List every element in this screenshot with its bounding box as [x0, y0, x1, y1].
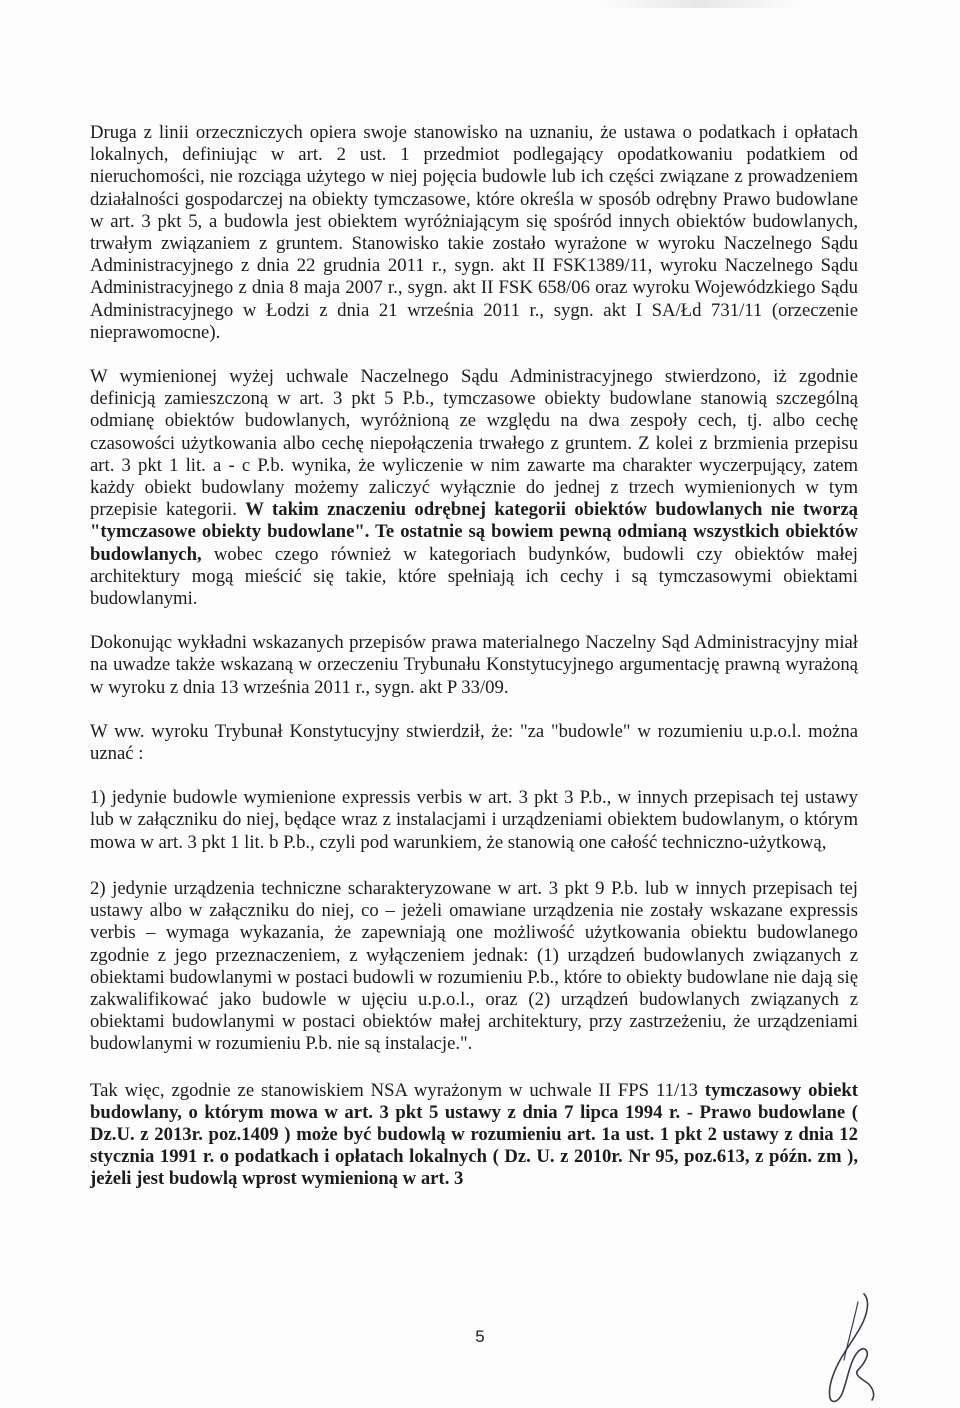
list-item-1: 1) jedynie budowle wymienione expressis verbis w art. 3 pkt 3 P.b., w innych przepisach tej ustawy lub w załączniku do niej, będące wraz z instalacjami i urządzeniami obiektem budowlanym, o którym mowa w art. 3 pkt 1 lit. b P.b., czyli pod warunkiem, że stanowią one całość techniczno-użytkową, [90, 787, 858, 853]
paragraph-4: W ww. wyroku Trybunał Konstytucyjny stwierdził, że: "za "budowle" w rozumieniu u.p.o.l. można uznać : [90, 720, 858, 765]
bold-emphasis: tymczasowy obiekt budowlany, o którym mowa w art. 3 pkt 5 ustawy z dnia 7 lipca 1994 r. - Prawo budowlane ( Dz.U. z 2013r. poz.1409 ) może być budowlą w rozumieniu art. 1a ust. 1 pkt 2 ustawy z dnia 12 stycznia 1991 r. o podatkach i opłatach lokalnych ( Dz. U. z 2010r. Nr 95, poz.613, z późn. zm ), jeżeli jest budowlą wprost wymienioną w art. 3 [90, 1079, 858, 1190]
paragraph-conclusion: Tak więc, zgodnie ze stanowiskiem NSA wyrażonym w uchwale II FPS 11/13 tymczasowy obiekt budowlany, o którym mowa w art. 3 pkt 5 ustawy z dnia 7 lipca 1994 r. - Prawo budowlane ( Dz.U. z 2013r. poz.1409 ) może być budowlą w rozumieniu art. 1a ust. 1 pkt 2 ustawy z dnia 12 stycznia 1991 r. o podatkach i opłatach lokalnych ( Dz. U. z 2010r. Nr 95, poz.613, z późn. zm ), jeżeli jest budowlą wprost wymienioną w art. 3 [90, 1079, 858, 1190]
list-item-2: 2) jedynie urządzenia techniczne scharakteryzowane w art. 3 pkt 9 P.b. lub w innych przepisach tej ustawy albo w załączniku do niej, co – jeżeli omawiane urządzenia nie zostały wskazane expressis verbis – wymaga wykazania, że zapewniają one możliwość użytkowania obiektu budowlanego zgodnie z jego przeznaczeniem, z wyłączeniem jednak: (1) urządzeń budowlanych związanych z obiektami budowlanymi w postaci budowli w rozumieniu P.b., które to obiekty budowlane nie dają się zakwalifikować jako budowle w ujęciu u.p.o.l., oraz (2) urządzeń budowlanych związanych z obiektami budowlanymi w postaci obiektów małej architektury, przy zastrzeżeniu, że urządzeniami budowlanymi w rozumieniu P.b. nie są instalacje.". [90, 877, 858, 1055]
paragraph-2: W wymienionej wyżej uchwale Naczelnego Sądu Administracyjnego stwierdzono, iż zgodnie definicją zamieszczoną w art. 3 pkt 5 P.b., tymczasowe obiekty budowlane stanowią szczególną odmianę obiektów budowlanych, wyróżnioną ze względu na dwa zespoły cech, tj. albo cechę czasowości użytkowania albo cechę niepołączenia trwałego z gruntem. Z kolei z brzmienia przepisu art. 3 pkt 1 lit. a - c P.b. wynika, że wyliczenie w nim zawarte ma charakter wyczerpujący, zatem każdy obiekt budowlany możemy zaliczyć wyłącznie do jednej z trzech wymienionych w tym przepisie kategorii. W takim znaczeniu odrębnej kategorii obiektów budowlanych nie tworzą "tymczasowe obiekty budowlane". Te ostatnie są bowiem pewną odmianą wszystkich obiektów budowlanych, wobec czego również w kategoriach budynków, budowli czy obiektów małej architektury mogą mieścić się takie, które spełniają ich cechy i są tymczasowymi obiektami budowlanymi. [90, 366, 859, 610]
handwritten-signature [808, 1290, 888, 1408]
paragraph-1: Druga z linii orzeczniczych opiera swoje stanowisko na uznaniu, że ustawa o podatkach i opłatach lokalnych, definiując w art. 2 ust. 1 przedmiot podlegający opodatkowaniu podatkiem od nieruchomości, nie rozciąga użytego w niej pojęcia budowle lub ich części związane z prowadzeniem działalności gospodarczej na obiekty tymczasowe, które określa w sposób odrębny Prawo budowlane w art. 3 pkt 5, a budowla jest obiektem wyróżniającym się spośród innych obiektów budowlanych, trwałym związaniem z gruntem. Stanowisko takie zostało wyrażone w wyroku Naczelnego Sądu Administracyjnego z dnia 22 grudnia 2011 r., sygn. akt II FSK1389/11, wyroku Naczelnego Sądu Administracyjnego z dnia 8 maja 2007 r., sygn. akt II FSK 658/06 oraz wyroku Wojewódzkiego Sądu Administracyjnego w Łodzi z dnia 21 września 2011 r., sygn. akt I SA/Łd 731/11 (orzeczenie nieprawomocne). [90, 122, 858, 343]
scan-artifact [600, 0, 800, 8]
page-number: 5 [475, 1327, 485, 1346]
paragraph-3: Dokonując wykładni wskazanych przepisów prawa materialnego Naczelny Sąd Administracyjny miał na uwadze także wskazaną w orzeczeniu Trybunału Konstytucyjnego argumentację prawną wyrażoną w wyroku z dnia 13 września 2011 r., sygn. akt P 33/09. [90, 632, 858, 698]
bold-emphasis: W takim znaczeniu odrębnej kategorii obiektów budowlanych nie tworzą "tymczasowe obiekty budowlane". Te ostatnie są bowiem pewną odmianą wszystkich obiektów budowlanych, [90, 499, 859, 565]
document-body [90, 122, 858, 1213]
